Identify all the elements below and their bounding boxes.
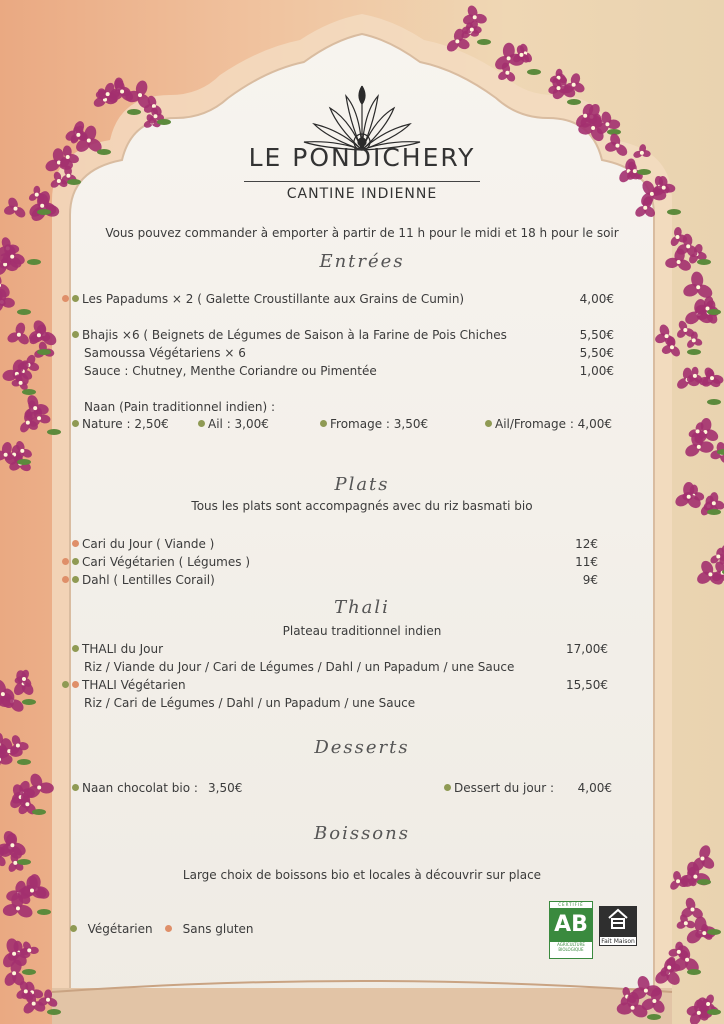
gluten-free-dot-icon <box>72 540 79 547</box>
menu-item <box>444 780 554 796</box>
section-subtitle: Large choix de boissons bio et locales à découvrir sur place <box>182 868 542 882</box>
fait-maison-label: Fait Maison <box>599 936 637 946</box>
item-label: Cari Végétarien ( Légumes ) <box>82 555 250 569</box>
naan-option <box>485 416 612 432</box>
legend-label: Sans gluten <box>182 922 254 936</box>
section-title-entrees: Entrées <box>319 251 405 272</box>
vegetarian-dot-icon <box>72 295 79 302</box>
item-label: Naan chocolat bio : <box>82 781 198 795</box>
menu-item <box>62 291 464 307</box>
gluten-free-dot-icon <box>62 295 69 302</box>
item-price: 5,50€ <box>579 346 614 360</box>
vegetarian-dot-icon <box>72 645 79 652</box>
naan-option <box>198 416 269 432</box>
vegetarian-dot-icon <box>485 420 492 427</box>
section-title-desserts: Desserts <box>314 737 410 758</box>
naan-option-label: Ail : 3,00€ <box>208 417 269 431</box>
menu-item <box>62 572 215 588</box>
item-label: Les Papadums × 2 ( Galette Croustillante aux Grains de Cumin) <box>82 292 465 306</box>
item-label: THALI du Jour <box>82 642 164 656</box>
naan-option-label: Fromage : 3,50€ <box>330 417 429 431</box>
menu-item <box>72 780 198 796</box>
menu-item <box>72 536 214 552</box>
section-subtitle: Plateau traditionnel indien <box>282 624 442 638</box>
menu-item <box>62 677 186 693</box>
ab-badge-logo: AB <box>550 908 592 942</box>
ab-organic-badge <box>549 901 593 959</box>
item-price: 4,00€ <box>577 781 612 795</box>
section-title-plats: Plats <box>334 474 390 495</box>
item-price: 3,50€ <box>208 781 243 795</box>
restaurant-name: LE PONDICHERY <box>248 143 476 172</box>
vegetarian-dot-icon <box>70 925 77 932</box>
vegetarian-dot-icon <box>444 784 451 791</box>
vegetarian-dot-icon <box>72 576 79 583</box>
ab-badge-bottom: AGRICULTURE BIOLOGIQUE <box>557 942 585 952</box>
item-label: Sauce : Chutney, Menthe Coriandre ou Pimentée <box>84 364 377 378</box>
vegetarian-dot-icon <box>62 681 69 688</box>
gluten-free-dot-icon <box>62 558 69 565</box>
section-subtitle: Tous les plats sont accompagnés avec du riz basmati bio <box>191 499 533 513</box>
naan-option-label: Nature : 2,50€ <box>82 417 169 431</box>
vegetarian-dot-icon <box>72 784 79 791</box>
naan-option <box>320 416 428 432</box>
item-price: 17,00€ <box>566 642 608 656</box>
item-price: 12€ <box>575 537 598 551</box>
item-price: 11€ <box>575 555 598 569</box>
gluten-free-dot-icon <box>165 925 172 932</box>
item-label: Cari du Jour ( Viande ) <box>82 537 215 551</box>
menu-item <box>62 554 250 570</box>
item-detail: Riz / Cari de Légumes / Dahl / un Papadum / une Sauce <box>84 696 416 710</box>
menu-item <box>72 641 163 657</box>
item-price: 4,00€ <box>579 292 614 306</box>
legend-gluten-free <box>165 921 254 937</box>
house-icon <box>599 906 637 932</box>
section-title-thali: Thali <box>334 597 390 618</box>
legend-vegetarian <box>70 921 153 937</box>
naan-option-label: Ail/Fromage : 4,00€ <box>495 417 613 431</box>
item-price: 9€ <box>582 573 598 587</box>
vegetarian-dot-icon <box>72 331 79 338</box>
item-label: Dahl ( Lentilles Corail) <box>82 573 215 587</box>
vegetarian-dot-icon <box>72 420 79 427</box>
section-title-boissons: Boissons <box>314 823 410 844</box>
gluten-free-dot-icon <box>62 576 69 583</box>
item-price: 5,50€ <box>579 328 614 342</box>
vegetarian-dot-icon <box>72 558 79 565</box>
gluten-free-dot-icon <box>72 681 79 688</box>
naan-option <box>72 416 169 432</box>
vegetarian-dot-icon <box>320 420 327 427</box>
fait-maison-badge <box>599 906 637 945</box>
takeaway-note: Vous pouvez commander à emporter à partir de 11 h pour le midi et 18 h pour le soir <box>105 226 619 240</box>
title-divider <box>244 181 480 182</box>
legend-label: Végétarien <box>87 922 153 936</box>
item-price: 1,00€ <box>579 364 614 378</box>
item-label: THALI Végétarien <box>82 678 186 692</box>
item-label: Dessert du jour : <box>454 781 555 795</box>
item-label: Samoussa Végétariens × 6 <box>84 346 246 360</box>
ab-badge-top: CERTIFIÉ <box>558 902 584 907</box>
restaurant-tagline: CANTINE INDIENNE <box>286 186 438 202</box>
item-detail: Riz / Viande du Jour / Cari de Légumes / Dahl / un Papadum / une Sauce <box>84 660 515 674</box>
item-price: 15,50€ <box>566 678 608 692</box>
vegetarian-dot-icon <box>198 420 205 427</box>
naan-heading: Naan (Pain traditionnel indien) : <box>84 400 276 414</box>
menu-item <box>72 327 507 343</box>
item-label: Bhajis ×6 ( Beignets de Légumes de Saison à la Farine de Pois Chiches <box>82 328 507 342</box>
